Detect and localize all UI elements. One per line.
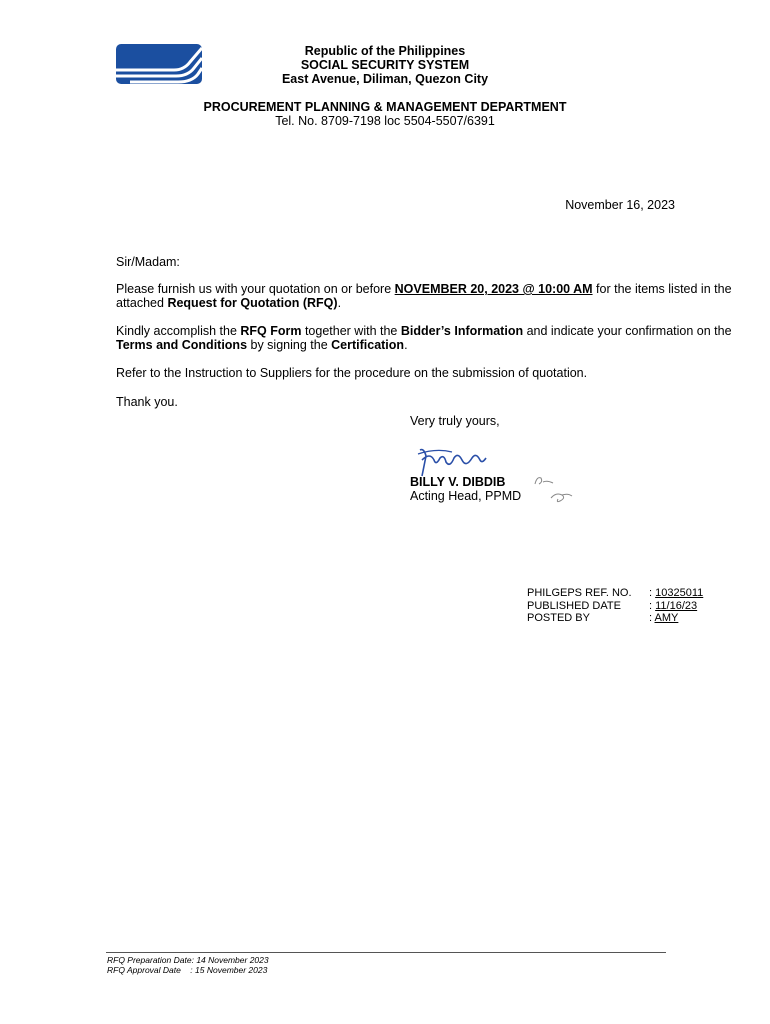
header-address: East Avenue, Diliman, Quezon City [281,72,489,86]
footer-prep-date: RFQ Preparation Date: 14 November 2023 [107,955,269,965]
reference-row: PUBLISHED DATE : 11/16/23 [527,599,698,612]
initial-mark [533,474,555,486]
salutation: Sir/Madam: [116,255,180,269]
reference-row: PHILGEPS REF. NO. : 10325011 [527,587,704,599]
paragraph-deadline: Please furnish us with your quotation on or before NOVEMBER 20, 2023 @ 10:00 AM for the items listed in the attached Request for Quotation (RFQ). [116,282,732,310]
rfq-text: Request for Quotation (RFQ) [167,296,338,310]
deadline-text: NOVEMBER 20, 2023 @ 10:00 AM [394,282,593,296]
paragraph-refer: Refer to the Instruction to Suppliers for the procedure on the submission of quotation. [116,366,588,380]
footer-approval-date: RFQ Approval Date : 15 November 2023 [107,965,268,975]
footer-divider [106,952,666,953]
header-republic: Republic of the Philippines [304,44,466,58]
reference-row: POSTED BY : AMY [527,612,679,624]
initial-mark [548,490,574,504]
thank-you: Thank you. [116,395,178,409]
paragraph-instructions: Kindly accomplish the RFQ Form together with the Bidder’s Information and indicate your confirmation on the Terms and Conditions by signing the Certification. [116,324,732,352]
closing: Very truly yours, [410,414,500,428]
header-sss: SOCIAL SECURITY SYSTEM [300,58,470,72]
signatory-title: Acting Head, PPMD [410,489,522,503]
reference-block [527,587,703,625]
signature-image [416,446,516,478]
letter-date: November 16, 2023 [565,198,675,212]
header-tel: Tel. No. 8709-7198 loc 5504-5507/6391 [275,114,495,128]
header-department: PROCUREMENT PLANNING & MANAGEMENT DEPARTMENT [203,100,567,114]
signatory-name: BILLY V. DIBDIB [410,475,506,489]
